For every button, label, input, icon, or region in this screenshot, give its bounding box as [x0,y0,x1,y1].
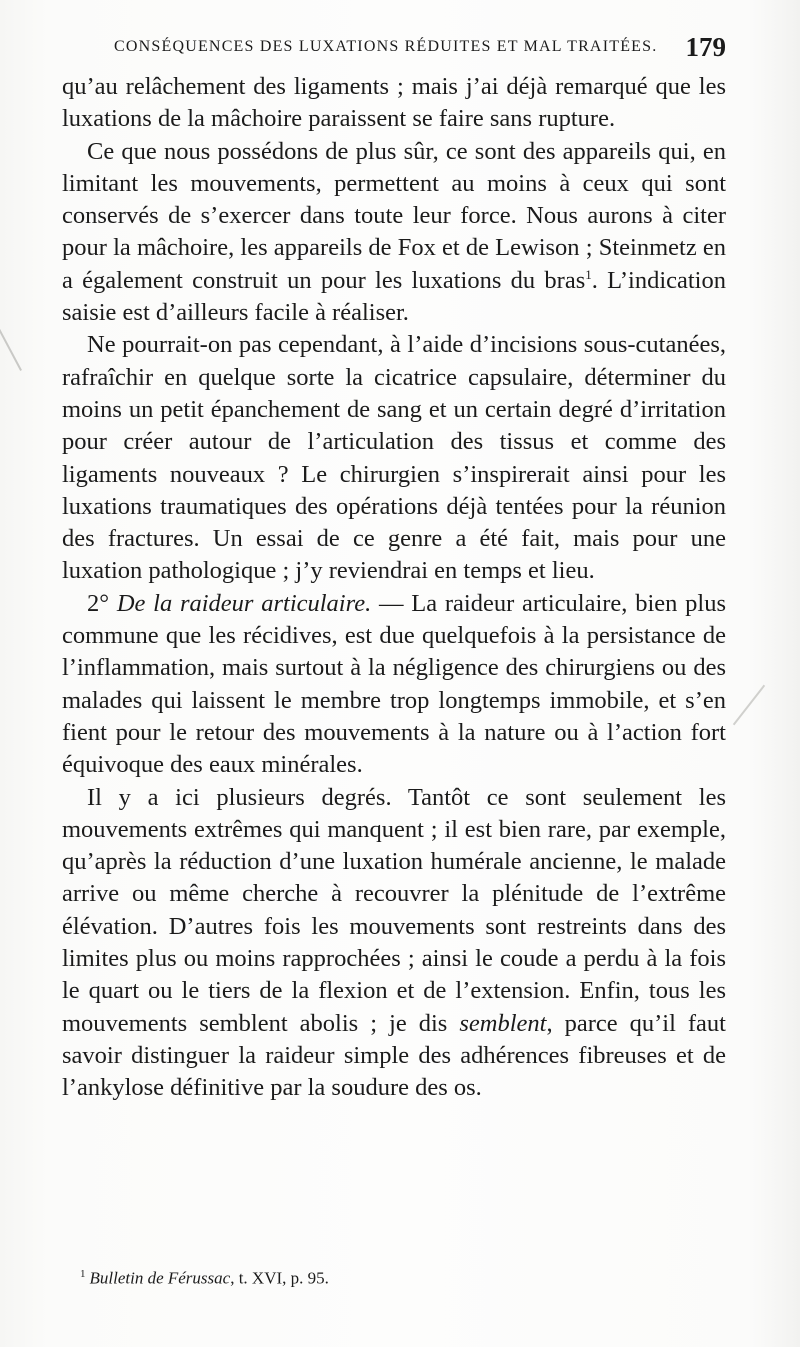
paragraph-text: Ne pourrait-on pas cependant, à l’aide d’incisions sous-cutanées, rafraîchir en quelque sorte la cicatrice capsulaire, déterminer du moins un petit épanchement de sang et un certain degré d’irritation pour créer autour de l’articulation des tissus et comme des ligaments nouveaux ? Le chirurgien s’inspirerait ainsi pour les luxations traumatiques des opérations déjà tentées pour la réunion des fractures. Un essai de ce genre a été fait, mais pour une luxation pathologique ; j’y reviendrai en temps et lieu. [62,331,726,585]
section-number: 2° [87,589,117,617]
paragraph-text: Ce que nous possédons de plus sûr, ce sont des appareils qui, en limitant les mouvements, permettent au moins à ceux qui sont conservés de s’exercer dans toute leur force. Nous aurons à citer pour la mâchoire, les appareils de Fox et de Lewison ; Steinmetz en a également construit un pour les luxations du bras [62,137,726,294]
footnote-source: Bulletin de Férussac [89,1268,231,1288]
paragraph-appareils [62,136,726,330]
paragraph-text: qu’au relâchement des ligaments ; mais j’ai déjà remarqué que les luxations de la mâchoire paraissent se faire sans rupture. [62,73,726,133]
footnote-reference-text: , t. XVI, p. 95. [230,1268,329,1288]
emphasis-word: semblent [459,1009,547,1037]
margin-pencil-mark [733,685,765,726]
paragraph-raideur [62,588,726,782]
paragraph-degres [62,782,726,1105]
footnote-reference: 1 [585,266,592,282]
running-head [62,32,726,66]
paragraph-text: — La raideur articulaire, bien plus commune que les récidives, est due quelquefois à la persistance de l’inflammation, mais surtout à la négligence des chirurgiens ou des malades qui laissent le membre trop longtemps immobile, et s’en fient pour le retour des mouvements à la nature ou à l’action fort équivoque des eaux minérales. [62,589,726,779]
running-head-title: CONSÉQUENCES DES LUXATIONS RÉDUITES ET MAL TRAITÉES. [114,38,658,55]
section-heading: De la raideur articulaire. [116,589,372,617]
footnote-mark: 1 [80,1268,86,1280]
paragraph-incisions [62,329,726,587]
paragraph-text: Il y a ici plusieurs degrés. Tantôt ce sont seulement les mouvements extrêmes qui manquent ; il est bien rare, par exemple, qu’après la réduction d’une luxation humérale ancienne, le malade arrive ou même cherche à recouvrer la plénitude de l’extrême élévation. D’autres fois les mouvements sont restreints dans des limites plus ou moins rapprochées ; ainsi le coude a perdu à la fois le quart ou le tiers de la flexion et de l’extension. Enfin, tous les mouvements semblent abolis ; je dis [62,783,726,1037]
footnote [80,1268,329,1289]
paragraph-text-tail: . L’indication saisie est d’ailleurs facile à réaliser. [62,266,726,327]
body-text [62,71,726,1105]
margin-pencil-mark [0,317,22,371]
page-number: 179 [685,32,726,62]
paragraph-text-tail: , parce qu’il faut savoir distinguer la raideur simple des adhérences fibreuses et de l’ankylose définitive par la soudure des os. [62,1009,726,1102]
paragraph-continuation [62,71,726,136]
